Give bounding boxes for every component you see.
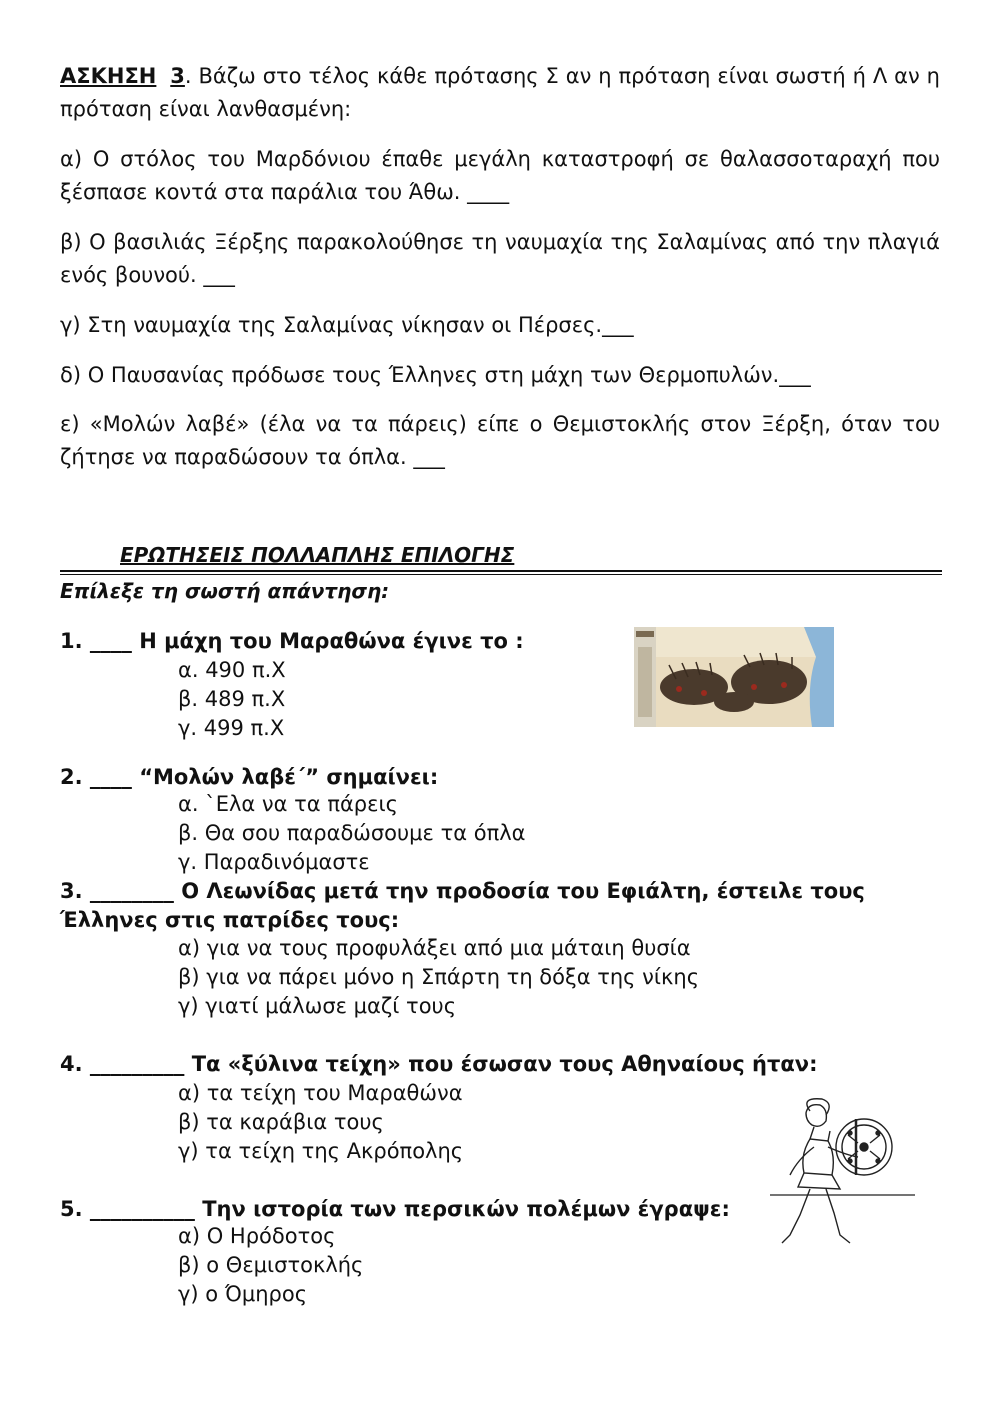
exercise-instruction-text: . Βάζω στο τέλος κάθε πρότασης Σ αν η πρόταση είναι σωστή ή Λ αν η πρόταση είναι λανθασμένη: — [60, 64, 940, 121]
option-4a: α) τα τείχη του Μαραθώνα — [178, 1081, 463, 1105]
question-4-options — [178, 1079, 463, 1166]
question-1: 1. ____ Η μάχη του Μαραθώνα έγινε το : — [60, 629, 524, 653]
option-5a: α) Ο Ηρόδοτος — [178, 1224, 336, 1248]
option-3b: β) για να πάρει μόνο η Σπάρτη τη δόξα της νίκης — [178, 965, 700, 989]
option-2c: γ. Παραδινόμαστε — [178, 850, 370, 874]
option-3a: α) για να τους προφυλάξει από μια μάταιη θυσία — [178, 936, 691, 960]
question-2-options — [178, 790, 526, 877]
question-2: 2. ____ “Μολών λαβέ΄” σημαίνει: — [60, 765, 439, 789]
question-5: 5. __________ Την ιστορία των περσικών πολέμων έγραψε: — [60, 1197, 730, 1221]
option-5b: β) ο Θεμιστοκλής — [178, 1253, 364, 1277]
section-divider — [60, 570, 942, 572]
option-3c: γ) γιατί μάλωσε μαζί τους — [178, 994, 457, 1018]
option-4c: γ) τα τείχη της Ακρόπολης — [178, 1139, 464, 1163]
option-4b: β) τα καράβια τους — [178, 1110, 384, 1134]
statement-c: γ) Στη ναυμαχία της Σαλαμίνας νίκησαν οι Πέρσες.___ — [60, 313, 634, 337]
choice-instruction: Επίλεξε τη σωστή απάντηση: — [60, 579, 390, 603]
question-3: 3. ________ Ο Λεωνίδας μετά την προδοσία του Εφιάλτη, έστειλε τους Έλληνες στις πατρίδες τους: — [60, 879, 865, 932]
option-5c: γ) ο Όμηρος — [178, 1282, 308, 1306]
option-1c: γ. 499 π.Χ — [178, 716, 285, 740]
question-3-options — [178, 934, 699, 1021]
section-divider-thin — [60, 574, 942, 575]
statement-b: β) Ο βασιλιάς Ξέρξης παρακολούθησε τη ναυμαχία της Σαλαμίνας από την πλαγιά ενός βουνού. ___ — [60, 230, 940, 287]
exercise-instruction — [60, 60, 940, 126]
question-1-options — [178, 656, 286, 743]
section-title: ΕΡΩΤΗΣΕΙΣ ΠΟΛΛΑΠΛΗΣ ΕΠΙΛΟΓΗΣ — [120, 543, 515, 567]
option-1b: β. 489 π.Χ — [178, 687, 286, 711]
statement-e: ε) «Μολών λαβέ» (έλα να τα πάρεις) είπε ο Θεμιστοκλής στον Ξέρξη, όταν του ζήτησε να παραδώσουν τα όπλα. ___ — [60, 412, 940, 469]
question-5-options — [178, 1222, 363, 1309]
statement-d: δ) Ο Παυσανίας πρόδωσε τους Έλληνες στη μάχη των Θερμοπυλών.___ — [60, 363, 811, 387]
statement-a: α) Ο στόλος του Μαρδόνιου έπαθε μεγάλη καταστροφή σε θαλασσοταραχή που ξέσπασε κοντά στα παράλια του Άθω. ____ — [60, 147, 940, 204]
exercise-heading: ΑΣΚΗΣΗ — [60, 64, 157, 88]
option-2b: β. Θα σου παραδώσουμε τα όπλα — [178, 821, 526, 845]
marathon-battle-illustration — [634, 627, 834, 727]
question-4: 4. _________ Τα «ξύλινα τείχη» που έσωσαν τους Αθηναίους ήταν: — [60, 1052, 818, 1076]
option-1a: α. 490 π.Χ — [178, 658, 286, 682]
option-2a: α. `Ελα να τα πάρεις — [178, 792, 398, 816]
exercise-number: 3 — [170, 64, 185, 88]
